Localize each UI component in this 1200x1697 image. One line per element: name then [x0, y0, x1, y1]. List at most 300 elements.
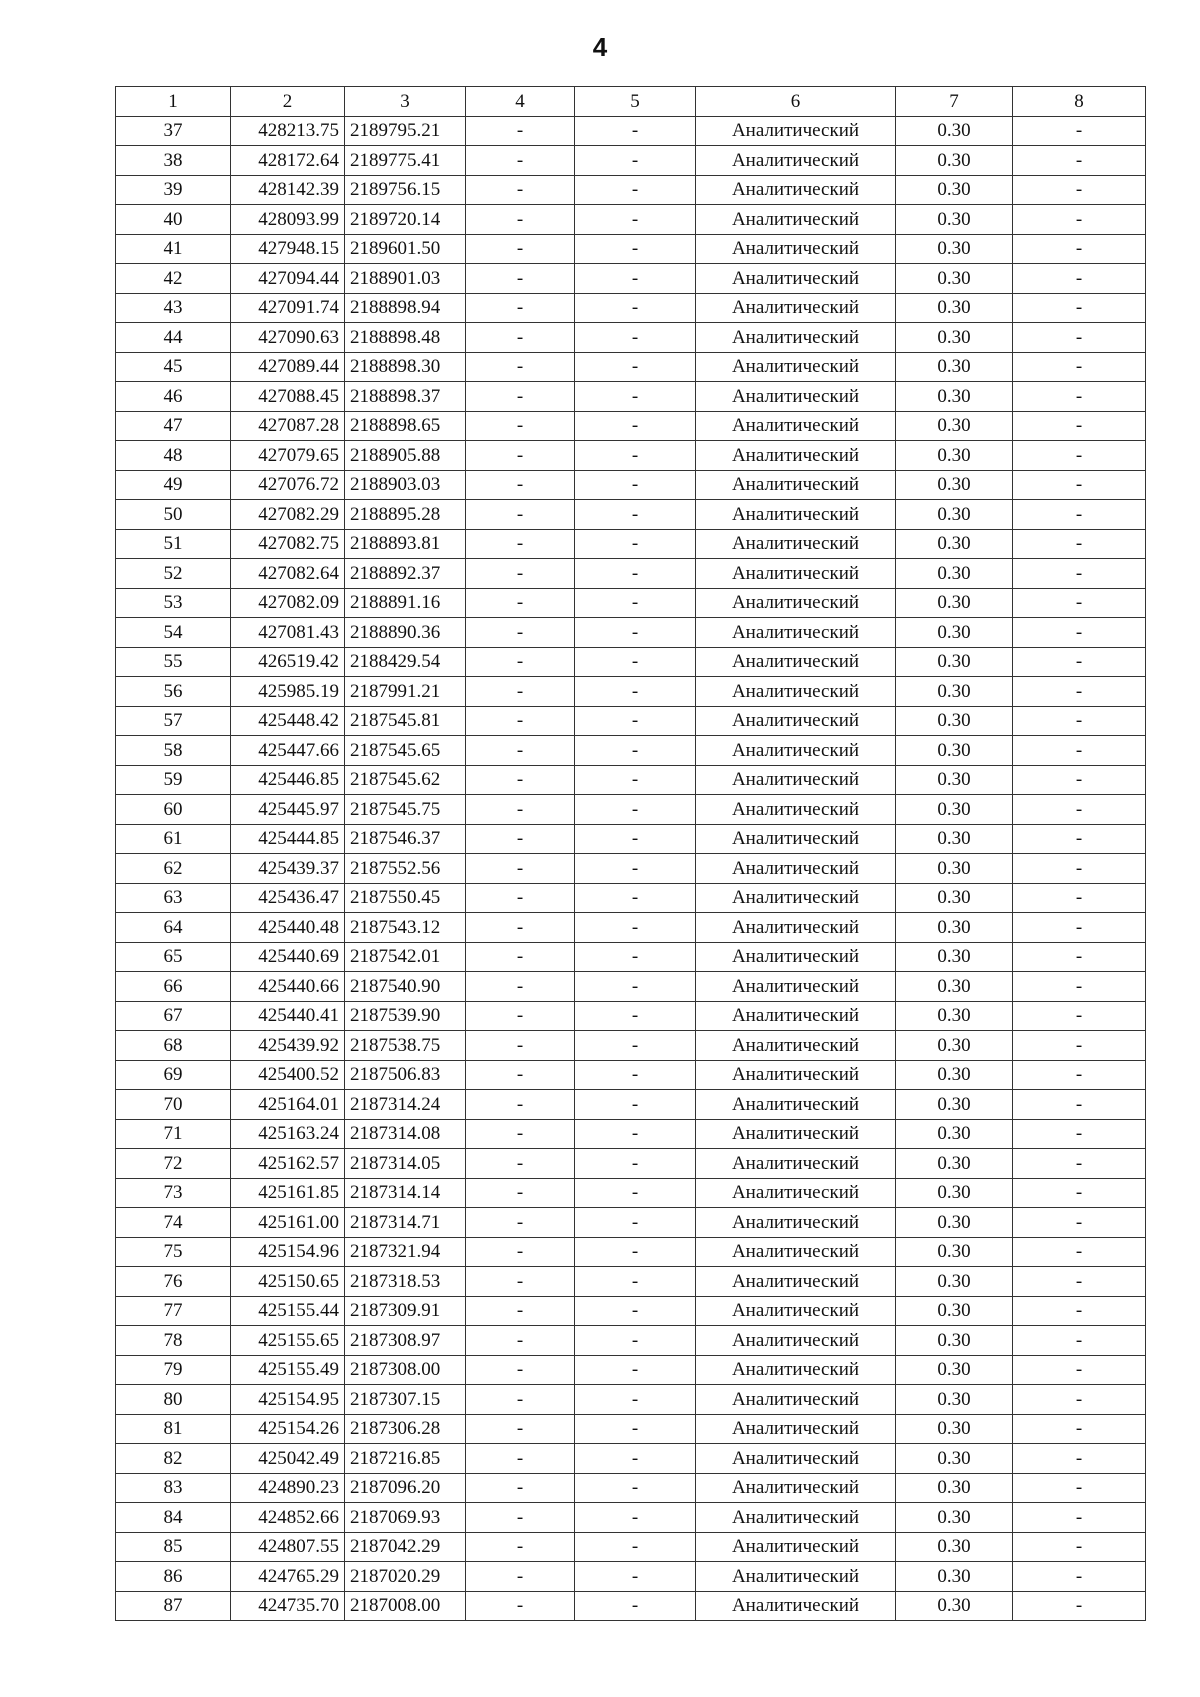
column-5-cell: -: [575, 1031, 696, 1061]
column-8-cell: -: [1013, 588, 1146, 618]
column-5-cell: -: [575, 146, 696, 176]
accuracy-cell: 0.30: [896, 1296, 1013, 1326]
column-8-cell: -: [1013, 677, 1146, 707]
column-8-cell: -: [1013, 1001, 1146, 1031]
y-coordinate-cell: 2187096.20: [345, 1473, 466, 1503]
y-coordinate-cell: 2188429.54: [345, 647, 466, 677]
column-5-cell: -: [575, 1267, 696, 1297]
column-5-cell: -: [575, 1532, 696, 1562]
table-row: [116, 116, 1146, 146]
accuracy-cell: 0.30: [896, 1149, 1013, 1179]
column-4-cell: -: [466, 618, 575, 648]
column-8-cell: -: [1013, 1208, 1146, 1238]
column-8-cell: -: [1013, 972, 1146, 1002]
column-4-cell: -: [466, 470, 575, 500]
y-coordinate-cell: 2187545.81: [345, 706, 466, 736]
method-cell: Аналитический: [696, 1296, 896, 1326]
x-coordinate-cell: 424765.29: [231, 1562, 345, 1592]
point-number-cell: 85: [116, 1532, 231, 1562]
column-5-cell: -: [575, 411, 696, 441]
column-5-cell: -: [575, 765, 696, 795]
column-4-cell: -: [466, 146, 575, 176]
point-number-cell: 60: [116, 795, 231, 825]
accuracy-cell: 0.30: [896, 116, 1013, 146]
method-cell: Аналитический: [696, 1001, 896, 1031]
accuracy-cell: 0.30: [896, 765, 1013, 795]
column-5-cell: -: [575, 647, 696, 677]
point-number-cell: 83: [116, 1473, 231, 1503]
column-4-cell: -: [466, 116, 575, 146]
column-5-cell: -: [575, 1296, 696, 1326]
column-8-cell: -: [1013, 323, 1146, 353]
method-cell: Аналитический: [696, 1326, 896, 1356]
table-row: [116, 1237, 1146, 1267]
point-number-cell: 47: [116, 411, 231, 441]
x-coordinate-cell: 427088.45: [231, 382, 345, 412]
point-number-cell: 80: [116, 1385, 231, 1415]
point-number-cell: 54: [116, 618, 231, 648]
column-5-cell: -: [575, 1001, 696, 1031]
y-coordinate-cell: 2187307.15: [345, 1385, 466, 1415]
column-4-cell: -: [466, 352, 575, 382]
column-8-cell: -: [1013, 765, 1146, 795]
y-coordinate-cell: 2187314.14: [345, 1178, 466, 1208]
column-8-cell: -: [1013, 942, 1146, 972]
column-4-cell: -: [466, 706, 575, 736]
method-cell: Аналитический: [696, 1503, 896, 1533]
column-4-cell: -: [466, 824, 575, 854]
y-coordinate-cell: 2187538.75: [345, 1031, 466, 1061]
method-cell: Аналитический: [696, 1119, 896, 1149]
column-5-cell: -: [575, 116, 696, 146]
accuracy-cell: 0.30: [896, 706, 1013, 736]
x-coordinate-cell: 425445.97: [231, 795, 345, 825]
table-row: [116, 470, 1146, 500]
point-number-cell: 78: [116, 1326, 231, 1356]
column-8-cell: -: [1013, 352, 1146, 382]
method-cell: Аналитический: [696, 1267, 896, 1297]
column-8-cell: -: [1013, 1060, 1146, 1090]
x-coordinate-cell: 427082.09: [231, 588, 345, 618]
accuracy-cell: 0.30: [896, 500, 1013, 530]
y-coordinate-cell: 2189601.50: [345, 234, 466, 264]
y-coordinate-cell: 2187306.28: [345, 1414, 466, 1444]
table-row: [116, 1562, 1146, 1592]
table-row: [116, 1267, 1146, 1297]
accuracy-cell: 0.30: [896, 1237, 1013, 1267]
y-coordinate-cell: 2188898.94: [345, 293, 466, 323]
point-number-cell: 68: [116, 1031, 231, 1061]
method-cell: Аналитический: [696, 529, 896, 559]
method-cell: Аналитический: [696, 264, 896, 294]
y-coordinate-cell: 2188890.36: [345, 618, 466, 648]
table-row: [116, 1296, 1146, 1326]
x-coordinate-cell: 427948.15: [231, 234, 345, 264]
point-number-cell: 81: [116, 1414, 231, 1444]
x-coordinate-cell: 425042.49: [231, 1444, 345, 1474]
method-cell: Аналитический: [696, 736, 896, 766]
method-cell: Аналитический: [696, 559, 896, 589]
column-5-cell: -: [575, 1355, 696, 1385]
y-coordinate-cell: 2187314.71: [345, 1208, 466, 1238]
column-5-cell: -: [575, 824, 696, 854]
column-4-cell: -: [466, 1119, 575, 1149]
point-number-cell: 63: [116, 883, 231, 913]
x-coordinate-cell: 425440.66: [231, 972, 345, 1002]
point-number-cell: 71: [116, 1119, 231, 1149]
page-number: 4: [592, 32, 608, 62]
column-8-cell: -: [1013, 1119, 1146, 1149]
header-cell: 5: [575, 87, 696, 117]
table-row: [116, 146, 1146, 176]
column-5-cell: -: [575, 293, 696, 323]
accuracy-cell: 0.30: [896, 382, 1013, 412]
x-coordinate-cell: 427082.29: [231, 500, 345, 530]
table-row: [116, 1001, 1146, 1031]
column-5-cell: -: [575, 883, 696, 913]
accuracy-cell: 0.30: [896, 323, 1013, 353]
table-row: [116, 234, 1146, 264]
point-number-cell: 41: [116, 234, 231, 264]
x-coordinate-cell: 428093.99: [231, 205, 345, 235]
method-cell: Аналитический: [696, 1414, 896, 1444]
y-coordinate-cell: 2187008.00: [345, 1591, 466, 1621]
method-cell: Аналитический: [696, 382, 896, 412]
column-5-cell: -: [575, 1090, 696, 1120]
x-coordinate-cell: 427082.64: [231, 559, 345, 589]
x-coordinate-cell: 425154.95: [231, 1385, 345, 1415]
method-cell: Аналитический: [696, 1532, 896, 1562]
method-cell: Аналитический: [696, 441, 896, 471]
method-cell: Аналитический: [696, 588, 896, 618]
x-coordinate-cell: 425161.00: [231, 1208, 345, 1238]
y-coordinate-cell: 2188898.30: [345, 352, 466, 382]
table-row: [116, 1591, 1146, 1621]
header-cell: 3: [345, 87, 466, 117]
accuracy-cell: 0.30: [896, 618, 1013, 648]
column-4-cell: -: [466, 1031, 575, 1061]
y-coordinate-cell: 2187545.62: [345, 765, 466, 795]
method-cell: Аналитический: [696, 1237, 896, 1267]
column-8-cell: -: [1013, 1296, 1146, 1326]
x-coordinate-cell: 425439.37: [231, 854, 345, 884]
column-8-cell: -: [1013, 1414, 1146, 1444]
accuracy-cell: 0.30: [896, 795, 1013, 825]
accuracy-cell: 0.30: [896, 234, 1013, 264]
column-5-cell: -: [575, 913, 696, 943]
coordinates-table: [115, 86, 1146, 1621]
accuracy-cell: 0.30: [896, 1385, 1013, 1415]
table-row: [116, 795, 1146, 825]
point-number-cell: 73: [116, 1178, 231, 1208]
method-cell: Аналитический: [696, 1090, 896, 1120]
x-coordinate-cell: 427089.44: [231, 352, 345, 382]
x-coordinate-cell: 428142.39: [231, 175, 345, 205]
y-coordinate-cell: 2187550.45: [345, 883, 466, 913]
table-row: [116, 1119, 1146, 1149]
point-number-cell: 62: [116, 854, 231, 884]
x-coordinate-cell: 425985.19: [231, 677, 345, 707]
column-5-cell: -: [575, 352, 696, 382]
y-coordinate-cell: 2187309.91: [345, 1296, 466, 1326]
x-coordinate-cell: 424807.55: [231, 1532, 345, 1562]
table-row: [116, 588, 1146, 618]
x-coordinate-cell: 425154.96: [231, 1237, 345, 1267]
table-row: [116, 1385, 1146, 1415]
accuracy-cell: 0.30: [896, 1532, 1013, 1562]
method-cell: Аналитический: [696, 677, 896, 707]
accuracy-cell: 0.30: [896, 146, 1013, 176]
y-coordinate-cell: 2188903.03: [345, 470, 466, 500]
y-coordinate-cell: 2189720.14: [345, 205, 466, 235]
column-5-cell: -: [575, 1326, 696, 1356]
point-number-cell: 40: [116, 205, 231, 235]
accuracy-cell: 0.30: [896, 529, 1013, 559]
column-4-cell: -: [466, 677, 575, 707]
column-5-cell: -: [575, 795, 696, 825]
y-coordinate-cell: 2187314.08: [345, 1119, 466, 1149]
column-5-cell: -: [575, 1414, 696, 1444]
point-number-cell: 64: [116, 913, 231, 943]
table-row: [116, 1031, 1146, 1061]
accuracy-cell: 0.30: [896, 854, 1013, 884]
accuracy-cell: 0.30: [896, 470, 1013, 500]
column-4-cell: -: [466, 234, 575, 264]
point-number-cell: 65: [116, 942, 231, 972]
header-cell: 4: [466, 87, 575, 117]
column-8-cell: -: [1013, 441, 1146, 471]
column-4-cell: -: [466, 1296, 575, 1326]
table-body: [116, 116, 1146, 1621]
column-5-cell: -: [575, 677, 696, 707]
x-coordinate-cell: 424852.66: [231, 1503, 345, 1533]
column-5-cell: -: [575, 264, 696, 294]
point-number-cell: 51: [116, 529, 231, 559]
point-number-cell: 55: [116, 647, 231, 677]
column-5-cell: -: [575, 470, 696, 500]
point-number-cell: 52: [116, 559, 231, 589]
point-number-cell: 39: [116, 175, 231, 205]
column-8-cell: -: [1013, 559, 1146, 589]
x-coordinate-cell: 425155.65: [231, 1326, 345, 1356]
y-coordinate-cell: 2187506.83: [345, 1060, 466, 1090]
header-cell: 8: [1013, 87, 1146, 117]
column-5-cell: -: [575, 234, 696, 264]
column-5-cell: -: [575, 1562, 696, 1592]
method-cell: Аналитический: [696, 972, 896, 1002]
column-4-cell: -: [466, 1060, 575, 1090]
column-8-cell: -: [1013, 618, 1146, 648]
accuracy-cell: 0.30: [896, 293, 1013, 323]
column-8-cell: -: [1013, 1090, 1146, 1120]
y-coordinate-cell: 2187314.05: [345, 1149, 466, 1179]
table-row: [116, 293, 1146, 323]
column-5-cell: -: [575, 1444, 696, 1474]
column-4-cell: -: [466, 1149, 575, 1179]
column-8-cell: -: [1013, 146, 1146, 176]
header-cell: 7: [896, 87, 1013, 117]
point-number-cell: 79: [116, 1355, 231, 1385]
column-8-cell: -: [1013, 706, 1146, 736]
point-number-cell: 56: [116, 677, 231, 707]
column-8-cell: -: [1013, 382, 1146, 412]
column-4-cell: -: [466, 1090, 575, 1120]
column-5-cell: -: [575, 1503, 696, 1533]
x-coordinate-cell: 427091.74: [231, 293, 345, 323]
table-row: [116, 559, 1146, 589]
table-row: [116, 500, 1146, 530]
accuracy-cell: 0.30: [896, 588, 1013, 618]
column-4-cell: -: [466, 1208, 575, 1238]
column-4-cell: -: [466, 1178, 575, 1208]
y-coordinate-cell: 2187546.37: [345, 824, 466, 854]
accuracy-cell: 0.30: [896, 559, 1013, 589]
column-4-cell: -: [466, 1473, 575, 1503]
y-coordinate-cell: 2187542.01: [345, 942, 466, 972]
column-8-cell: -: [1013, 1562, 1146, 1592]
point-number-cell: 69: [116, 1060, 231, 1090]
accuracy-cell: 0.30: [896, 1060, 1013, 1090]
column-8-cell: -: [1013, 470, 1146, 500]
table-row: [116, 1178, 1146, 1208]
method-cell: Аналитический: [696, 795, 896, 825]
method-cell: Аналитический: [696, 765, 896, 795]
column-4-cell: -: [466, 795, 575, 825]
table-row: [116, 264, 1146, 294]
column-4-cell: -: [466, 913, 575, 943]
column-5-cell: -: [575, 382, 696, 412]
column-4-cell: -: [466, 175, 575, 205]
accuracy-cell: 0.30: [896, 205, 1013, 235]
table-row: [116, 1208, 1146, 1238]
method-cell: Аналитический: [696, 1385, 896, 1415]
column-8-cell: -: [1013, 1473, 1146, 1503]
y-coordinate-cell: 2188901.03: [345, 264, 466, 294]
table-row: [116, 972, 1146, 1002]
column-5-cell: -: [575, 1208, 696, 1238]
column-8-cell: -: [1013, 234, 1146, 264]
column-4-cell: -: [466, 323, 575, 353]
x-coordinate-cell: 425440.41: [231, 1001, 345, 1031]
column-8-cell: -: [1013, 1503, 1146, 1533]
method-cell: Аналитический: [696, 942, 896, 972]
column-8-cell: -: [1013, 883, 1146, 913]
point-number-cell: 70: [116, 1090, 231, 1120]
x-coordinate-cell: 426519.42: [231, 647, 345, 677]
x-coordinate-cell: 425161.85: [231, 1178, 345, 1208]
point-number-cell: 57: [116, 706, 231, 736]
column-8-cell: -: [1013, 1385, 1146, 1415]
accuracy-cell: 0.30: [896, 677, 1013, 707]
point-number-cell: 46: [116, 382, 231, 412]
column-8-cell: -: [1013, 293, 1146, 323]
accuracy-cell: 0.30: [896, 647, 1013, 677]
accuracy-cell: 0.30: [896, 1178, 1013, 1208]
x-coordinate-cell: 425155.44: [231, 1296, 345, 1326]
column-4-cell: -: [466, 736, 575, 766]
column-5-cell: -: [575, 618, 696, 648]
accuracy-cell: 0.30: [896, 1031, 1013, 1061]
column-8-cell: -: [1013, 1326, 1146, 1356]
x-coordinate-cell: 425436.47: [231, 883, 345, 913]
column-4-cell: -: [466, 411, 575, 441]
table-row: [116, 441, 1146, 471]
point-number-cell: 37: [116, 116, 231, 146]
column-5-cell: -: [575, 1591, 696, 1621]
y-coordinate-cell: 2188898.65: [345, 411, 466, 441]
accuracy-cell: 0.30: [896, 1473, 1013, 1503]
method-cell: Аналитический: [696, 146, 896, 176]
column-4-cell: -: [466, 205, 575, 235]
y-coordinate-cell: 2188905.88: [345, 441, 466, 471]
column-5-cell: -: [575, 972, 696, 1002]
table-row: [116, 1503, 1146, 1533]
column-4-cell: -: [466, 1503, 575, 1533]
table-row: [116, 205, 1146, 235]
table-row: [116, 1444, 1146, 1474]
column-8-cell: -: [1013, 736, 1146, 766]
accuracy-cell: 0.30: [896, 1119, 1013, 1149]
method-cell: Аналитический: [696, 706, 896, 736]
column-4-cell: -: [466, 647, 575, 677]
x-coordinate-cell: 425400.52: [231, 1060, 345, 1090]
table-row: [116, 529, 1146, 559]
method-cell: Аналитический: [696, 293, 896, 323]
column-8-cell: -: [1013, 529, 1146, 559]
table-row: [116, 1473, 1146, 1503]
accuracy-cell: 0.30: [896, 913, 1013, 943]
accuracy-cell: 0.30: [896, 1591, 1013, 1621]
method-cell: Аналитический: [696, 1473, 896, 1503]
accuracy-cell: 0.30: [896, 972, 1013, 1002]
point-number-cell: 38: [116, 146, 231, 176]
column-4-cell: -: [466, 1414, 575, 1444]
accuracy-cell: 0.30: [896, 1090, 1013, 1120]
column-8-cell: -: [1013, 500, 1146, 530]
x-coordinate-cell: 425440.48: [231, 913, 345, 943]
column-4-cell: -: [466, 1237, 575, 1267]
column-5-cell: -: [575, 1060, 696, 1090]
y-coordinate-cell: 2187545.65: [345, 736, 466, 766]
table-row: [116, 883, 1146, 913]
column-4-cell: -: [466, 588, 575, 618]
point-number-cell: 48: [116, 441, 231, 471]
point-number-cell: 82: [116, 1444, 231, 1474]
column-8-cell: -: [1013, 411, 1146, 441]
method-cell: Аналитический: [696, 470, 896, 500]
point-number-cell: 59: [116, 765, 231, 795]
point-number-cell: 87: [116, 1591, 231, 1621]
y-coordinate-cell: 2188892.37: [345, 559, 466, 589]
method-cell: Аналитический: [696, 647, 896, 677]
method-cell: Аналитический: [696, 1355, 896, 1385]
table-row: [116, 1090, 1146, 1120]
column-5-cell: -: [575, 1178, 696, 1208]
point-number-cell: 74: [116, 1208, 231, 1238]
accuracy-cell: 0.30: [896, 1444, 1013, 1474]
column-8-cell: -: [1013, 1444, 1146, 1474]
method-cell: Аналитический: [696, 1208, 896, 1238]
x-coordinate-cell: 425439.92: [231, 1031, 345, 1061]
x-coordinate-cell: 425164.01: [231, 1090, 345, 1120]
column-4-cell: -: [466, 441, 575, 471]
y-coordinate-cell: 2187545.75: [345, 795, 466, 825]
y-coordinate-cell: 2187318.53: [345, 1267, 466, 1297]
column-8-cell: -: [1013, 175, 1146, 205]
method-cell: Аналитический: [696, 234, 896, 264]
column-8-cell: -: [1013, 1355, 1146, 1385]
column-8-cell: -: [1013, 913, 1146, 943]
